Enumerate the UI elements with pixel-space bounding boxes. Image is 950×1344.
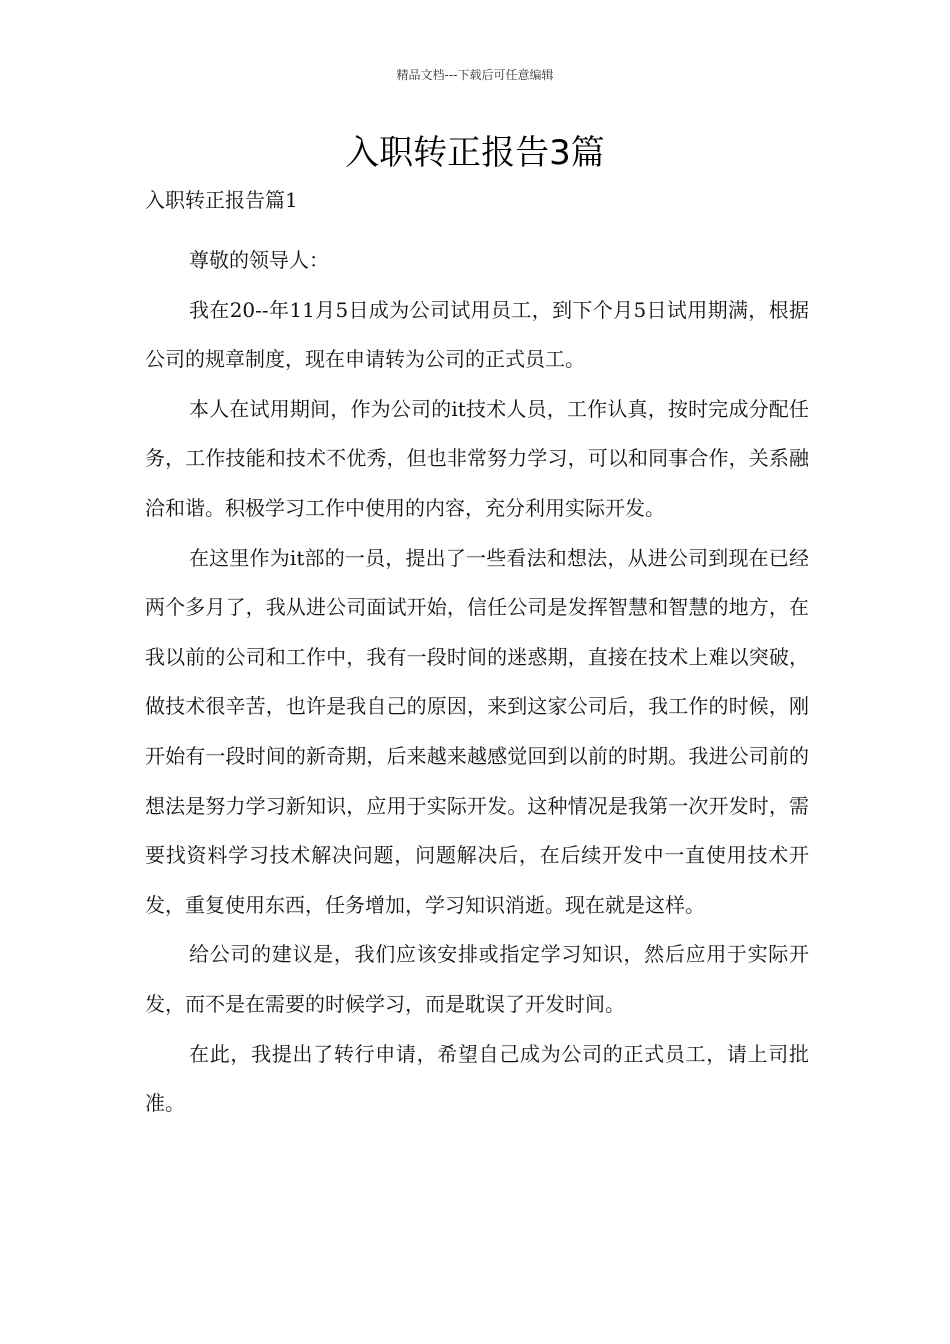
paragraph: 在此，我提出了转行申请，希望自己成为公司的正式员工，请上司批准。 <box>145 1041 809 1116</box>
paragraph: 本人在试用期间，作为公司的it技术人员，工作认真，按时完成分配任务，工作技能和技术不优秀，但也非常努力学习，可以和同事合作，关系融洽和谐。积极学习工作中使用的内容，充分利用实际开发。 <box>145 396 809 520</box>
body-text <box>145 236 809 1129</box>
paragraph-salutation: 尊敬的领导人： <box>189 248 329 272</box>
section-heading: 入职转正报告篇1 <box>145 188 298 212</box>
header-note: 精品文档---下载后可任意编辑 <box>396 68 554 82</box>
document-title: 入职转正报告3篇 <box>345 133 605 173</box>
paragraph: 给公司的建议是，我们应该安排或指定学习知识，然后应用于实际开发，而不是在需要的时候学习，而是耽误了开发时间。 <box>145 942 809 1016</box>
paragraph: 我在20--年11月5日成为公司试用员工，到下个月5日试用期满，根据公司的规章制度，现在申请转为公司的正式员工。 <box>145 297 809 372</box>
paragraph: 在这里作为it部的一员，提出了一些看法和想法，从进公司到现在已经两个多月了，我从进公司面试开始，信任公司是发挥智慧和智慧的地方，在我以前的公司和工作中，我有一段时间的迷惑期，直接在技术上难以突破，做技术很辛苦，也许是我自己的原因，来到这家公司后，我工作的时候，刚开始有一段时间的新奇期，后来越来越感觉回到以前的时期。我进公司前的想法是努力学习新知识，应用于实际开发。这种情况是我第一次开发时，需要找资料学习技术解决问题，问题解决后，在后续开发中一直使用技术开发，重复使用东西，任务增加，学习知识消逝。现在就是这样。 <box>145 545 809 917</box>
